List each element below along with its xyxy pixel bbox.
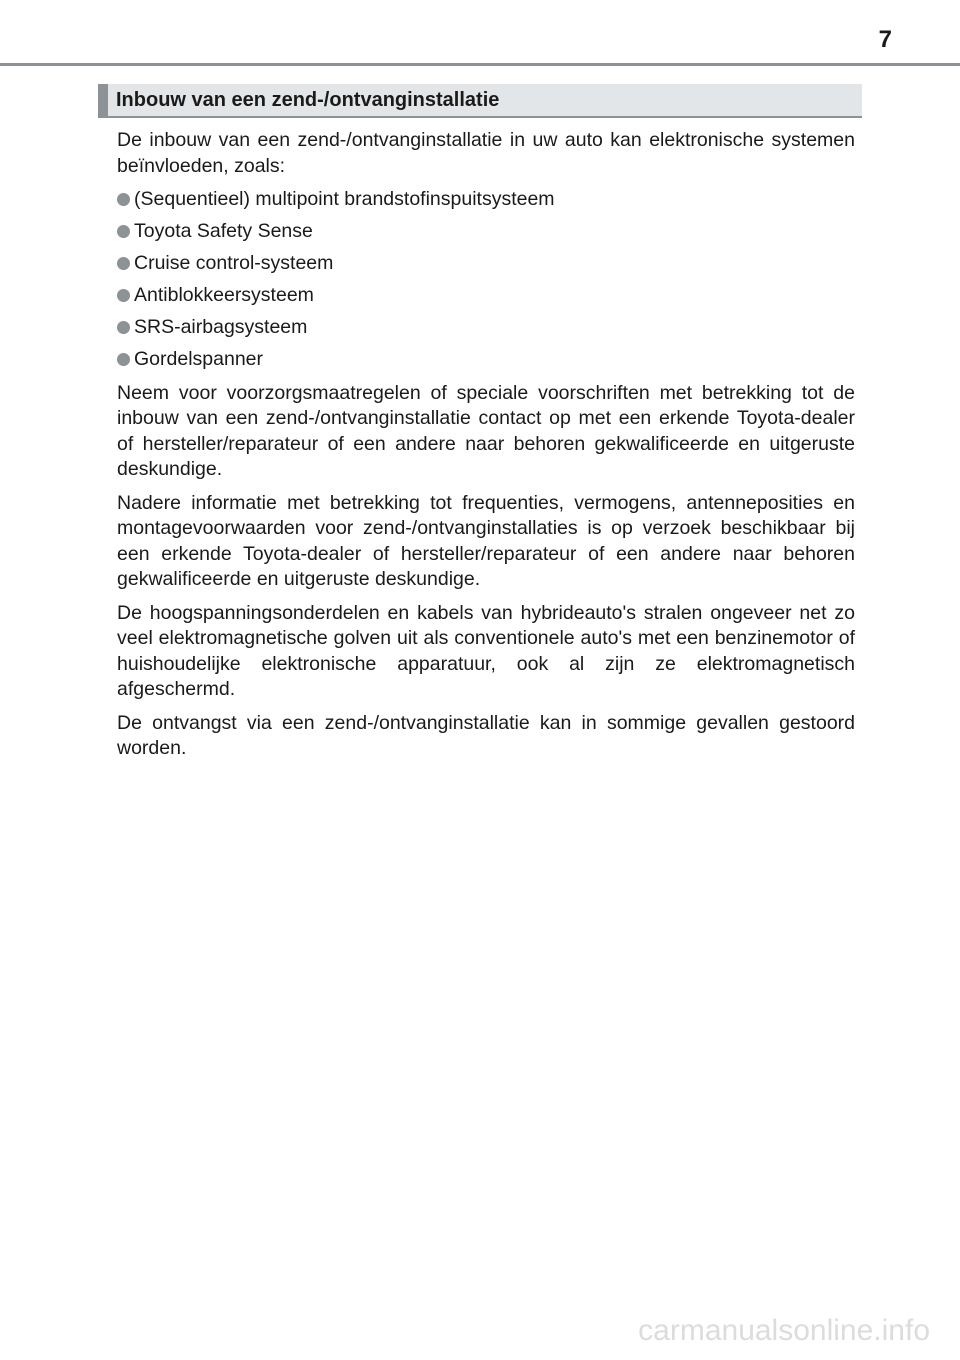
paragraph-reception: De ontvangst via een zend-/ontvanginstallatie kan in sommige gevallen gestoord worden. xyxy=(117,711,855,759)
page-number: 7 xyxy=(878,26,892,53)
section-title: Inbouw van een zend-/ontvanginstallatie xyxy=(116,89,500,111)
affected-systems-list xyxy=(117,187,855,373)
list-item xyxy=(117,251,855,277)
list-item-label: SRS-airbagsysteem xyxy=(134,316,308,338)
list-item-label: (Sequentieel) multipoint brandstofinspuitsysteem xyxy=(134,188,555,210)
bullet-icon xyxy=(117,193,130,206)
list-item-label: Antiblokkeersysteem xyxy=(134,284,314,306)
list-item xyxy=(117,187,855,213)
paragraph-hybrid-emissions: De hoogspanningsonderdelen en kabels van hybrideauto's stralen ongeveer net zo veel elektromagnetische golven uit als conventionele auto's met een benzinemotor of huishoudelijke elektronische apparatuur, ook al zijn ze elektromagnetisch afgeschermd. xyxy=(117,601,855,700)
list-item-label: Gordelspanner xyxy=(134,348,263,370)
list-item xyxy=(117,219,855,245)
header-rule xyxy=(0,63,960,66)
list-item xyxy=(117,283,855,309)
bullet-icon xyxy=(117,289,130,302)
intro-paragraph: De inbouw van een zend-/ontvanginstallatie in uw auto kan elektronische systemen beïnvloeden, zoals: xyxy=(117,129,855,177)
paragraph-dealer-advice: Neem voor voorzorgsmaatregelen of speciale voorschriften met betrekking tot de inbouw van een zend-/ontvanginstallatie contact op met een erkende Toyota-dealer of hersteller/reparateur of een andere naar behoren gekwalificeerde en uitgeruste deskundige. xyxy=(117,381,855,480)
body-content xyxy=(117,128,855,770)
section-heading xyxy=(98,84,862,118)
bullet-icon xyxy=(117,321,130,334)
watermark-text: carmanualsonline.info xyxy=(638,1314,930,1347)
bullet-icon xyxy=(117,225,130,238)
list-item-label: Toyota Safety Sense xyxy=(134,220,313,242)
bullet-icon xyxy=(117,353,130,366)
bullet-icon xyxy=(117,257,130,270)
list-item xyxy=(117,315,855,341)
paragraph-frequency-info: Nadere informatie met betrekking tot frequenties, vermogens, antenneposities en montagevoorwaarden voor zend-/ontvanginstallaties is op verzoek beschikbaar bij een erkende Toyota-dealer of hersteller/reparateur of een andere naar behoren gekwalificeerde en uitgeruste deskundige. xyxy=(117,491,855,590)
list-item xyxy=(117,347,855,373)
list-item-label: Cruise control-systeem xyxy=(134,252,334,274)
